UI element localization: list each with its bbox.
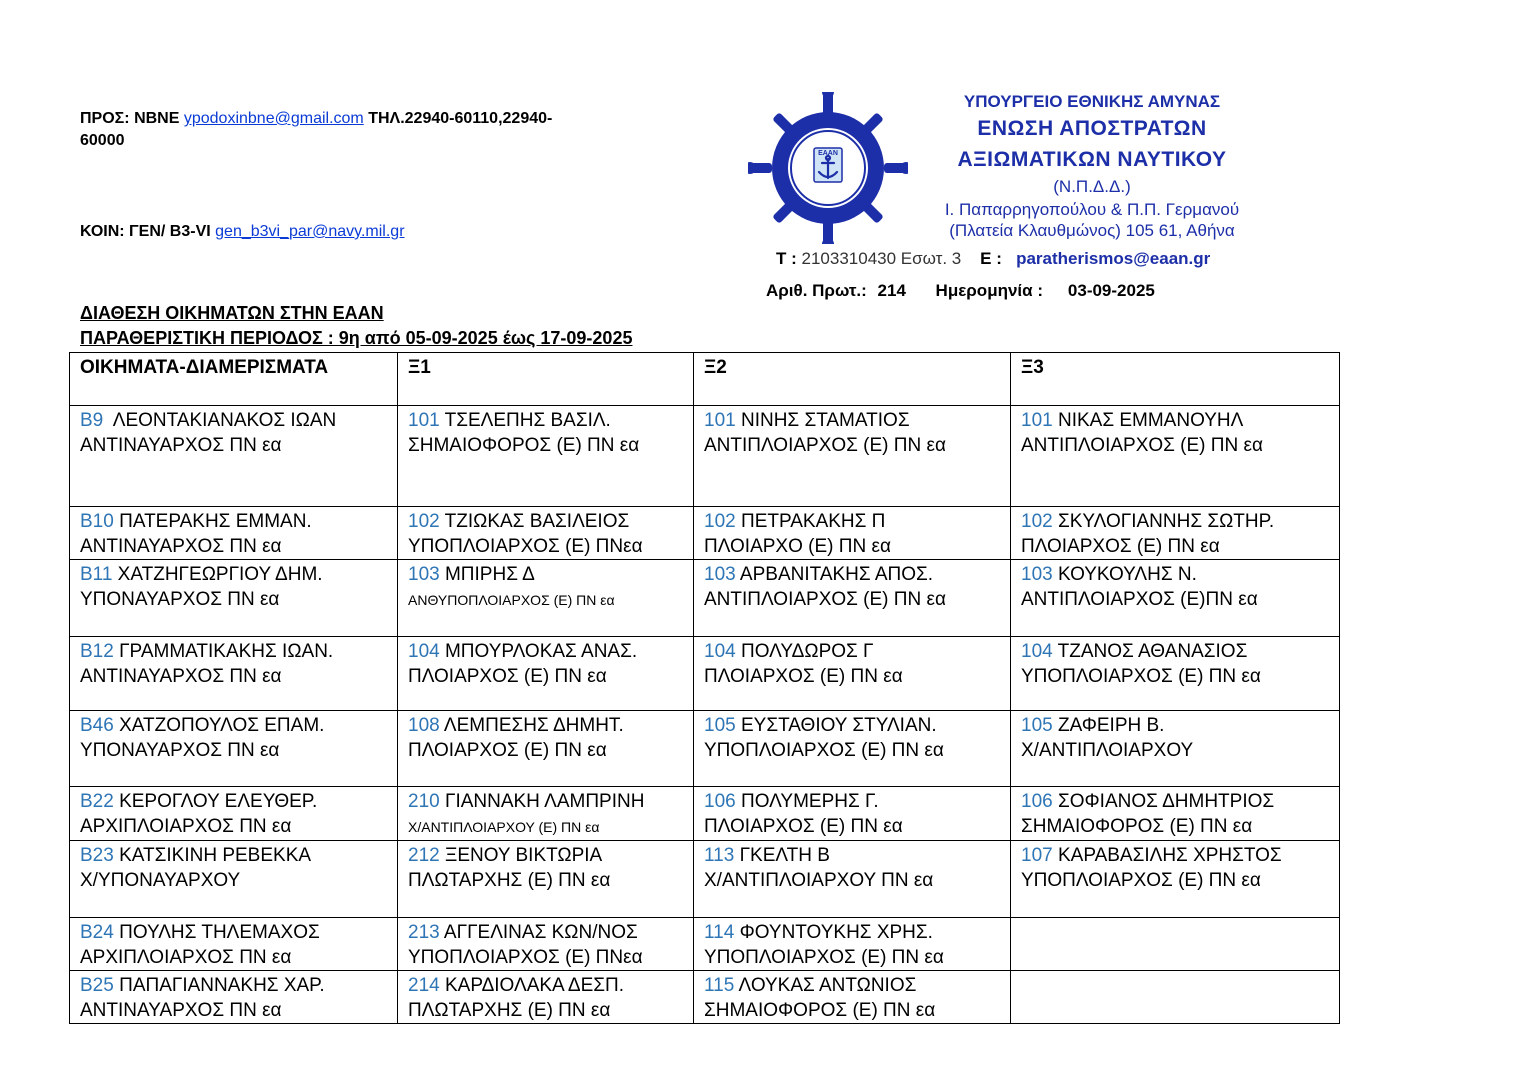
table-cell — [1011, 971, 1340, 1024]
table-cell — [398, 971, 694, 1024]
table-cell — [70, 711, 398, 787]
guest-name: ΓΡΑΜΜΑΤΙΚΑΚΗΣ ΙΩΑΝ. — [113, 641, 334, 662]
guest-name: ΠΟΥΛΗΣ ΤΗΛΕΜΑΧΟΣ — [113, 922, 320, 943]
guest-name: ΠΑΠΑΓΙΑΝΝΑΚΗΣ ΧΑΡ. — [113, 975, 325, 996]
table-cell — [70, 971, 398, 1024]
guest-name: ΧΑΤΖΗΓΕΩΡΓΙΟΥ ΔΗΜ. — [112, 564, 323, 585]
room-number: 115 — [704, 975, 735, 996]
guest-rank: ΠΛΟΙΑΡΧΟΣ (Ε) ΠΝ εα — [704, 666, 903, 687]
guest-name: ΣΟΦΙΑΝΟΣ ΔΗΜΗΤΡΙΟΣ — [1052, 791, 1275, 812]
guest-name: ΛΕΟΝΤΑΚΙΑΝΑΚΟΣ ΙΩΑΝ — [103, 410, 337, 431]
table-row — [70, 711, 1340, 787]
guest-rank: ΑΡΧΙΠΛΟΙΑΡΧΟΣ ΠΝ εα — [80, 947, 292, 968]
room-number: 107 — [1021, 845, 1053, 866]
room-number: Β23 — [80, 845, 114, 866]
ministry-name: ΥΠΟΥΡΓΕΙΟ ΕΘΝΙΚΗΣ ΑΜΥΝΑΣ — [963, 92, 1221, 111]
protocol-number: 214 — [877, 281, 906, 300]
allocation-table — [69, 352, 1340, 1024]
room-number: 104 — [704, 641, 736, 662]
room-number: 106 — [704, 791, 736, 812]
room-number: 105 — [704, 715, 736, 736]
column-header-x3: Ξ3 — [1011, 353, 1340, 406]
table-cell — [1011, 406, 1340, 507]
table-cell — [1011, 711, 1340, 787]
document-period: ΠΑΡΑΘΕΡΙΣΤΙΚΗ ΠΕΡΙΟΔΟΣ : 9η από 05-09-2025 έως 17-09-2025 — [80, 328, 633, 348]
guest-rank: ΥΠΟΠΛΟΙΑΡΧΟΣ (Ε) ΠΝεα — [408, 536, 643, 557]
guest-rank: Χ/ΑΝΤΙΠΛΟΙΑΡΧΟΥ (Ε) ΠΝ εα — [408, 819, 600, 835]
table-cell — [398, 711, 694, 787]
guest-rank: ΠΛΟΙΑΡΧΟΣ (Ε) ΠΝ εα — [1021, 536, 1220, 557]
guest-rank: ΑΝΤΙΝΑΥΑΡΧΟΣ ΠΝ εα — [80, 435, 282, 456]
room-number: 102 — [408, 511, 440, 532]
guest-name: ΝΙΚΑΣ ΕΜΜΑΝΟΥΗΛ — [1052, 410, 1244, 431]
recipient-block — [80, 108, 670, 152]
table-cell — [694, 841, 1011, 918]
column-header-buildings: ΟΙΚΗΜΑΤΑ-ΔΙΑΜΕΡΙΣΜΑΤΑ — [70, 353, 398, 406]
room-number: 101 — [704, 410, 736, 431]
phone-number: 2103310430 Εσωτ. 3 — [801, 249, 962, 268]
table-cell — [694, 560, 1011, 637]
table-row — [70, 560, 1340, 637]
guest-name: ΠΟΛΥΔΩΡΟΣ Γ — [735, 641, 874, 662]
guest-name: ΜΠΙΡΗΣ Δ — [439, 564, 535, 585]
table-cell — [398, 787, 694, 841]
guest-rank: ΥΠΟΠΛΟΙΑΡΧΟΣ (Ε) ΠΝ εα — [704, 947, 944, 968]
table-cell — [1011, 841, 1340, 918]
room-number: Β11 — [80, 564, 113, 585]
room-number: Β24 — [80, 922, 114, 943]
table-row — [70, 406, 1340, 507]
guest-name: ΠΟΛΥΜΕΡΗΣ Γ. — [735, 791, 879, 812]
guest-rank: ΠΛΟΙΑΡΧΟΣ (Ε) ΠΝ εα — [408, 666, 607, 687]
guest-name: ΚΟΥΚΟΥΛΗΣ Ν. — [1052, 564, 1197, 585]
table-cell — [1011, 507, 1340, 560]
guest-rank: ΑΝΤΙΠΛΟΙΑΡΧΟΣ (Ε) ΠΝ εα — [704, 435, 946, 456]
guest-name: ΛΟΥΚΑΣ ΑΝΤΩΝΙΟΣ — [734, 975, 917, 996]
guest-rank: ΑΡΧΙΠΛΟΙΑΡΧΟΣ ΠΝ εα — [80, 816, 292, 837]
guest-rank: ΥΠΟΠΛΟΙΑΡΧΟΣ (Ε) ΠΝ εα — [1021, 870, 1261, 891]
table-cell — [398, 637, 694, 711]
room-number: 103 — [704, 564, 736, 585]
table-cell — [1011, 918, 1340, 971]
guest-name: ΓΙΑΝΝΑΚΗ ΛΑΜΠΡΙΝΗ — [439, 791, 645, 812]
table-row — [70, 971, 1340, 1024]
protocol-label: Αριθ. Πρωτ.: — [766, 281, 867, 300]
guest-name: ΖΑΦΕΙΡΗ Β. — [1052, 715, 1165, 736]
guest-rank: ΠΛΟΙΑΡΧΟΣ (Ε) ΠΝ εα — [704, 816, 903, 837]
cc-prefix: ΚΟΙΝ: — [80, 223, 125, 240]
document-date: 03-09-2025 — [1067, 281, 1155, 300]
cc-org: ΓΕΝ/ Β3-VI — [129, 223, 211, 240]
table-cell — [1011, 560, 1340, 637]
guest-name: ΠΑΤΕΡΑΚΗΣ ΕΜΜΑΝ. — [113, 511, 312, 532]
table-row — [70, 507, 1340, 560]
guest-rank: ΑΝΤΙΝΑΥΑΡΧΟΣ ΠΝ εα — [80, 1000, 282, 1021]
organization-name-line2: ΑΞΙΩΜΑΤΙΚΩΝ ΝΑΥΤΙΚΟΥ — [957, 148, 1227, 171]
guest-rank: Χ/ΑΝΤΙΠΛΟΙΑΡΧΟΥ — [1021, 740, 1194, 761]
guest-name: ΞΕΝΟΥ ΒΙΚΤΩΡΙΑ — [439, 845, 603, 866]
guest-name: ΝΙΝΗΣ ΣΤΑΜΑΤΙΟΣ — [735, 410, 910, 431]
room-number: 213 — [408, 922, 440, 943]
table-cell — [1011, 787, 1340, 841]
document-title: ΔΙΑΘΕΣΗ ΟΙΚΗΜΑΤΩΝ ΣΤΗΝ ΕΑΑΝ — [80, 303, 384, 323]
table-cell — [694, 637, 1011, 711]
guest-rank: ΥΠΟΝΑΥΑΡΧΟΣ ΠΝ εα — [80, 740, 280, 761]
room-number: Β25 — [80, 975, 114, 996]
guest-rank: ΥΠΟΠΛΟΙΑΡΧΟΣ (Ε) ΠΝ εα — [1021, 666, 1261, 687]
guest-name: ΕΥΣΤΑΘΙΟΥ ΣΤΥΛΙΑΝ. — [735, 715, 937, 736]
table-cell — [694, 507, 1011, 560]
guest-rank: ΣΗΜΑΙΟΦΟΡΟΣ (Ε) ΠΝ εα — [1021, 816, 1253, 837]
column-header-x1: Ξ1 — [398, 353, 694, 406]
table-row — [70, 841, 1340, 918]
guest-name: ΧΑΤΖΟΠΟΥΛΟΣ ΕΠΑΜ. — [113, 715, 325, 736]
guest-rank: ΠΛΩΤΑΡΧΗΣ (Ε) ΠΝ εα — [408, 870, 611, 891]
table-cell — [70, 507, 398, 560]
organization-name-line1: ΕΝΩΣΗ ΑΠΟΣΤΡΑΤΩΝ — [977, 117, 1207, 140]
date-label: Ημερομηνία : — [935, 281, 1043, 300]
recipient-phone-cont: 60000 — [80, 132, 125, 149]
guest-name: ΓΚΕΛΤΗ Β — [734, 845, 830, 866]
recipient-prefix: ΠΡΟΣ: — [80, 110, 130, 127]
email-label: Ε : — [980, 249, 1002, 268]
guest-rank: ΑΝΤΙΠΛΟΙΑΡΧΟΣ (Ε) ΠΝ εα — [1021, 435, 1263, 456]
ship-wheel-logo — [748, 92, 908, 244]
room-number: 103 — [408, 564, 440, 585]
table-header-row — [70, 353, 1340, 406]
guest-rank: ΠΛΩΤΑΡΧΗΣ (Ε) ΠΝ εα — [408, 1000, 611, 1021]
guest-name: ΤΖΙΩΚΑΣ ΒΑΣΙΛΕΙΟΣ — [439, 511, 630, 532]
guest-rank: ΣΗΜΑΙΟΦΟΡΟΣ (Ε) ΠΝ εα — [704, 1000, 936, 1021]
room-number: 212 — [408, 845, 440, 866]
room-number: 103 — [1021, 564, 1053, 585]
table-cell — [70, 787, 398, 841]
guest-rank: ΥΠΟΝΑΥΑΡΧΟΣ ΠΝ εα — [80, 589, 280, 610]
guest-name: ΜΠΟΥΡΛΟΚΑΣ ΑΝΑΣ. — [439, 641, 638, 662]
table-cell — [398, 560, 694, 637]
room-number: Β12 — [80, 641, 114, 662]
guest-rank: ΑΝΤΙΠΛΟΙΑΡΧΟΣ (Ε) ΠΝ εα — [704, 589, 946, 610]
organization-legal-form: (Ν.Π.Δ.Δ.) — [1053, 177, 1131, 196]
guest-name: ΤΖΑΝΟΣ ΑΘΑΝΑΣΙΟΣ — [1052, 641, 1248, 662]
reference-line — [766, 281, 1161, 301]
room-number: 101 — [408, 410, 440, 431]
room-number: 101 — [1021, 410, 1053, 431]
guest-rank: ΥΠΟΠΛΟΙΑΡΧΟΣ (Ε) ΠΝεα — [408, 947, 643, 968]
table-cell — [694, 787, 1011, 841]
cc-block — [80, 221, 670, 243]
organization-street: Ι. Παπαρρηγοπούλου & Π.Π. Γερμανού — [944, 200, 1240, 219]
guest-rank: Χ/ΑΝΤΙΠΛΟΙΑΡΧΟΥ ΠΝ εα — [704, 870, 934, 891]
guest-rank: ΑΝΘΥΠΟΠΛΟΙΑΡΧΟΣ (Ε) ΠΝ εα — [408, 592, 615, 608]
guest-name: ΦΟΥΝΤΟΥΚΗΣ ΧΡΗΣ. — [734, 922, 933, 943]
guest-rank: ΑΝΤΙΝΑΥΑΡΧΟΣ ΠΝ εα — [80, 536, 282, 557]
table-cell — [694, 406, 1011, 507]
guest-rank: ΑΝΤΙΠΛΟΙΑΡΧΟΣ (Ε)ΠΝ εα — [1021, 589, 1258, 610]
guest-name: ΣΚΥΛΟΓΙΑΝΝΗΣ ΣΩΤΗΡ. — [1052, 511, 1275, 532]
guest-name: ΚΑΡΑΒΑΣΙΛΗΣ ΧΡΗΣΤΟΣ — [1052, 845, 1282, 866]
table-cell — [70, 560, 398, 637]
guest-name: ΑΡΒΑΝΙΤΑΚΗΣ ΑΠΟΣ. — [735, 564, 934, 585]
table-cell — [694, 918, 1011, 971]
room-number: Β46 — [80, 715, 114, 736]
room-number: Β9 — [80, 410, 104, 431]
cc-email-link[interactable]: gen_b3vi_par@navy.mil.gr — [215, 223, 405, 240]
table-cell — [70, 918, 398, 971]
guest-name: ΑΓΓΕΛΙΝΑΣ ΚΩΝ/ΝΟΣ — [439, 922, 638, 943]
table-cell — [398, 406, 694, 507]
recipient-phone: ΤΗΛ.22940-60110,22940- — [368, 110, 553, 127]
table-cell — [398, 841, 694, 918]
organization-email[interactable]: paratherismos@eaan.gr — [1016, 249, 1211, 268]
column-header-x2: Ξ2 — [694, 353, 1011, 406]
table-row — [70, 637, 1340, 711]
guest-rank: ΑΝΤΙΝΑΥΑΡΧΟΣ ΠΝ εα — [80, 666, 282, 687]
table-cell — [398, 918, 694, 971]
guest-rank: ΠΛΟΙΑΡΧΟ (Ε) ΠΝ εα — [704, 536, 891, 557]
guest-name: ΚΑΡΔΙΟΛΑΚΑ ΔΕΣΠ. — [439, 975, 624, 996]
room-number: 114 — [704, 922, 735, 943]
guest-rank: ΠΛΟΙΑΡΧΟΣ (Ε) ΠΝ εα — [408, 740, 607, 761]
phone-label: Τ : — [776, 249, 797, 268]
guest-name: ΛΕΜΠΕΣΗΣ ΔΗΜΗΤ. — [439, 715, 624, 736]
room-number: 113 — [704, 845, 735, 866]
table-row — [70, 918, 1340, 971]
organization-square: (Πλατεία Κλαυθμώνος) 105 61, Αθήνα — [949, 221, 1235, 240]
table-cell — [1011, 637, 1340, 711]
table-cell — [694, 711, 1011, 787]
table-row — [70, 787, 1340, 841]
recipient-email-link[interactable]: ypodoxinbne@gmail.com — [183, 110, 364, 127]
room-number: 210 — [408, 791, 440, 812]
table-cell — [398, 507, 694, 560]
guest-rank: ΥΠΟΠΛΟΙΑΡΧΟΣ (Ε) ΠΝ εα — [704, 740, 944, 761]
guest-name: ΚΕΡΟΓΛΟΥ ΕΛΕΥΘΕΡ. — [113, 791, 318, 812]
table-cell — [70, 841, 398, 918]
table-cell — [694, 971, 1011, 1024]
table-cell — [70, 406, 398, 507]
guest-name: ΤΣΕΛΕΠΗΣ ΒΑΣΙΛ. — [439, 410, 611, 431]
room-number: 104 — [408, 641, 440, 662]
room-number: 108 — [408, 715, 440, 736]
recipient-org: NBNE — [134, 110, 180, 127]
room-number: 102 — [1021, 511, 1053, 532]
guest-name: ΚΑΤΣΙΚΙΝΗ ΡΕΒΕΚΚΑ — [113, 845, 312, 866]
guest-name: ΠΕΤΡΑΚΑΚΗΣ Π — [735, 511, 886, 532]
room-number: 105 — [1021, 715, 1053, 736]
contact-line — [776, 249, 1210, 269]
room-number: Β10 — [80, 511, 114, 532]
guest-rank: Χ/ΥΠΟΝΑΥΑΡΧΟΥ — [80, 870, 241, 891]
logo-text: ΕΑΑΝ — [818, 150, 838, 157]
room-number: 214 — [408, 975, 440, 996]
room-number: 106 — [1021, 791, 1053, 812]
room-number: 102 — [704, 511, 736, 532]
table-cell — [70, 637, 398, 711]
room-number: 104 — [1021, 641, 1053, 662]
room-number: Β22 — [80, 791, 114, 812]
guest-rank: ΣΗΜΑΙΟΦΟΡΟΣ (Ε) ΠΝ εα — [408, 435, 640, 456]
